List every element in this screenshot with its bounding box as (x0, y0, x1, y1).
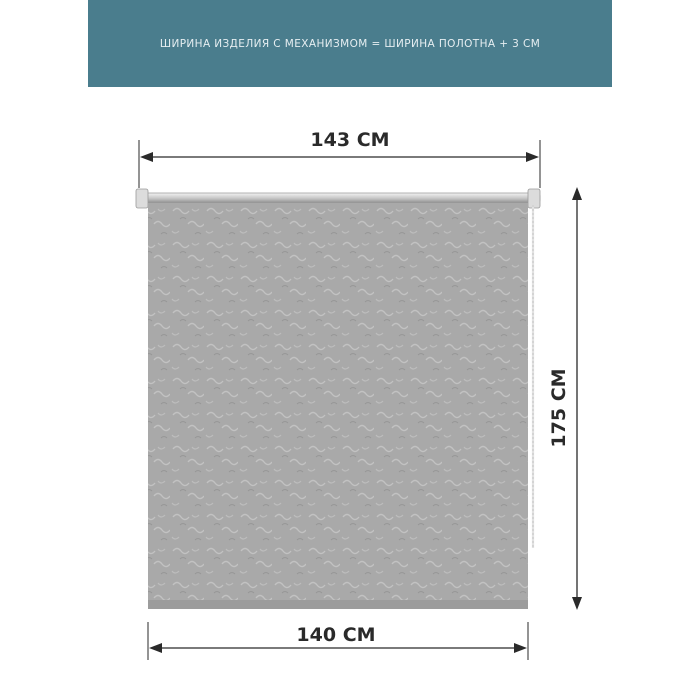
fabric-panel (148, 203, 528, 609)
arrowhead-left (140, 152, 153, 162)
height-dimension (548, 187, 582, 610)
end-cap-left (136, 189, 148, 208)
height-label: 175 СМ (548, 368, 570, 448)
arrowhead-right (526, 152, 539, 162)
arrowhead-bottom (572, 597, 582, 610)
roller-tube (138, 193, 540, 203)
fabric-width-dimension (148, 622, 528, 660)
arrowhead-top (572, 187, 582, 200)
arrowhead-left (149, 643, 162, 653)
bottom-rail (148, 600, 528, 609)
fabric-width-label: 140 СМ (296, 624, 376, 646)
width-with-mechanism-dimension (139, 129, 540, 188)
arrowhead-right (514, 643, 527, 653)
width-with-mechanism-label: 143 СМ (310, 129, 390, 151)
banner-caption: ШИРИНА ИЗДЕЛИЯ С МЕХАНИЗМОМ = ШИРИНА ПОЛОТНА + 3 СМ (159, 37, 541, 50)
